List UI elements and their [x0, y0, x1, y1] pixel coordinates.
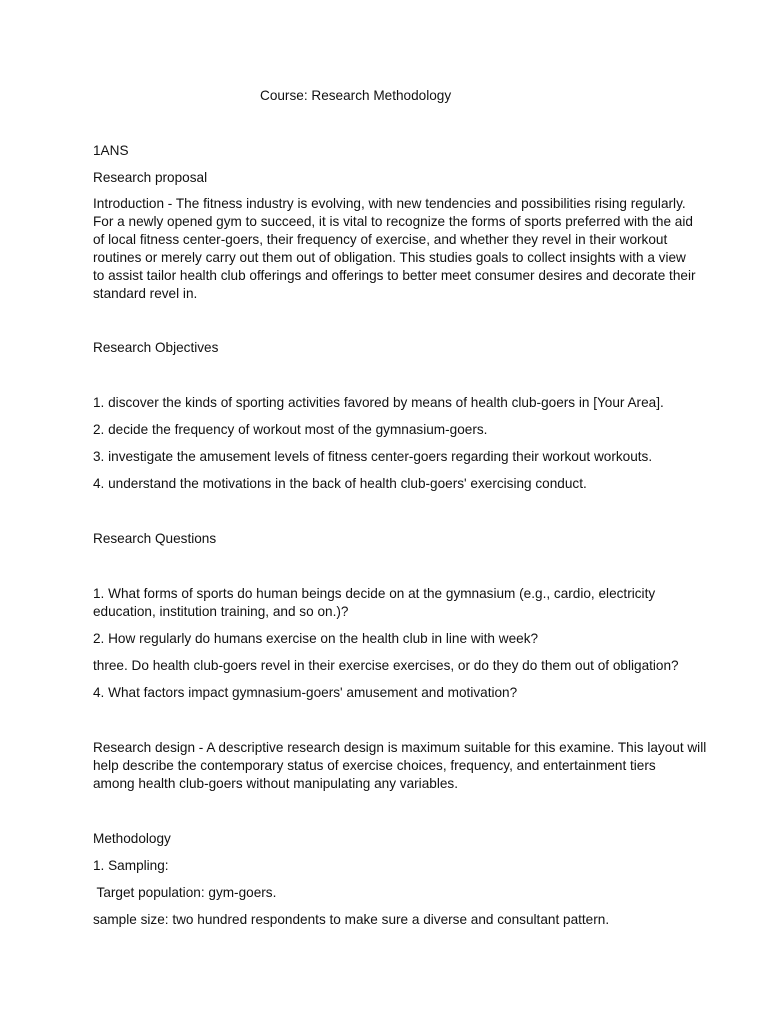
intro-line: to assist tailor health club offerings and offerings to better meet consumer desires and decorate their: [93, 268, 696, 283]
sampling-label: 1. Sampling:: [93, 858, 169, 873]
objective-item: 3. investigate the amusement levels of fitness center-goers regarding their workout workouts.: [93, 449, 653, 464]
heading-research-objectives: Research Objectives: [93, 340, 219, 355]
answer-label: 1ANS: [93, 143, 129, 158]
question-item: three. Do health club-goers revel in their exercise exercises, or do they do them out of obligation?: [93, 658, 679, 673]
target-population: Target population: gym-goers.: [93, 885, 277, 900]
objective-item: 2. decide the frequency of workout most of the gymnasium-goers.: [93, 422, 488, 437]
question-item: 1. What forms of sports do human beings decide on at the gymnasium (e.g., cardio, electricity: [93, 586, 656, 601]
intro-line: Introduction - The fitness industry is evolving, with new tendencies and possibilities rising regularly.: [93, 196, 686, 211]
objective-item: 1. discover the kinds of sporting activities favored by means of health club-goers in [Your Area].: [93, 395, 664, 410]
question-item-continued: education, institution training, and so on.)?: [93, 604, 349, 619]
heading-research-questions: Research Questions: [93, 531, 217, 546]
heading-research-proposal: Research proposal: [93, 170, 208, 185]
heading-methodology: Methodology: [93, 831, 171, 846]
question-item: 4. What factors impact gymnasium-goers' amusement and motivation?: [93, 685, 518, 700]
design-line: Research design - A descriptive research design is maximum suitable for this examine. This layout will: [93, 740, 707, 755]
intro-line: For a newly opened gym to succeed, it is vital to recognize the forms of sports preferred with the aid: [93, 214, 693, 229]
intro-line: standard revel in.: [93, 286, 198, 301]
design-line: help describe the contemporary status of exercise choices, frequency, and entertainment tiers: [93, 758, 656, 773]
course-title: Course: Research Methodology: [260, 88, 452, 103]
intro-line: of local fitness center-goers, their frequency of exercise, and whether they revel in their workout: [93, 232, 668, 247]
design-line: among health club-goers without manipulating any variables.: [93, 776, 458, 791]
intro-line: routines or merely carry out them out of obligation. This studies goals to collect insights with a view: [93, 250, 686, 265]
question-item: 2. How regularly do humans exercise on the health club in line with week?: [93, 631, 539, 646]
objective-item: 4. understand the motivations in the back of health club-goers' exercising conduct.: [93, 476, 587, 491]
sample-size: sample size: two hundred respondents to make sure a diverse and consultant pattern.: [93, 912, 610, 927]
